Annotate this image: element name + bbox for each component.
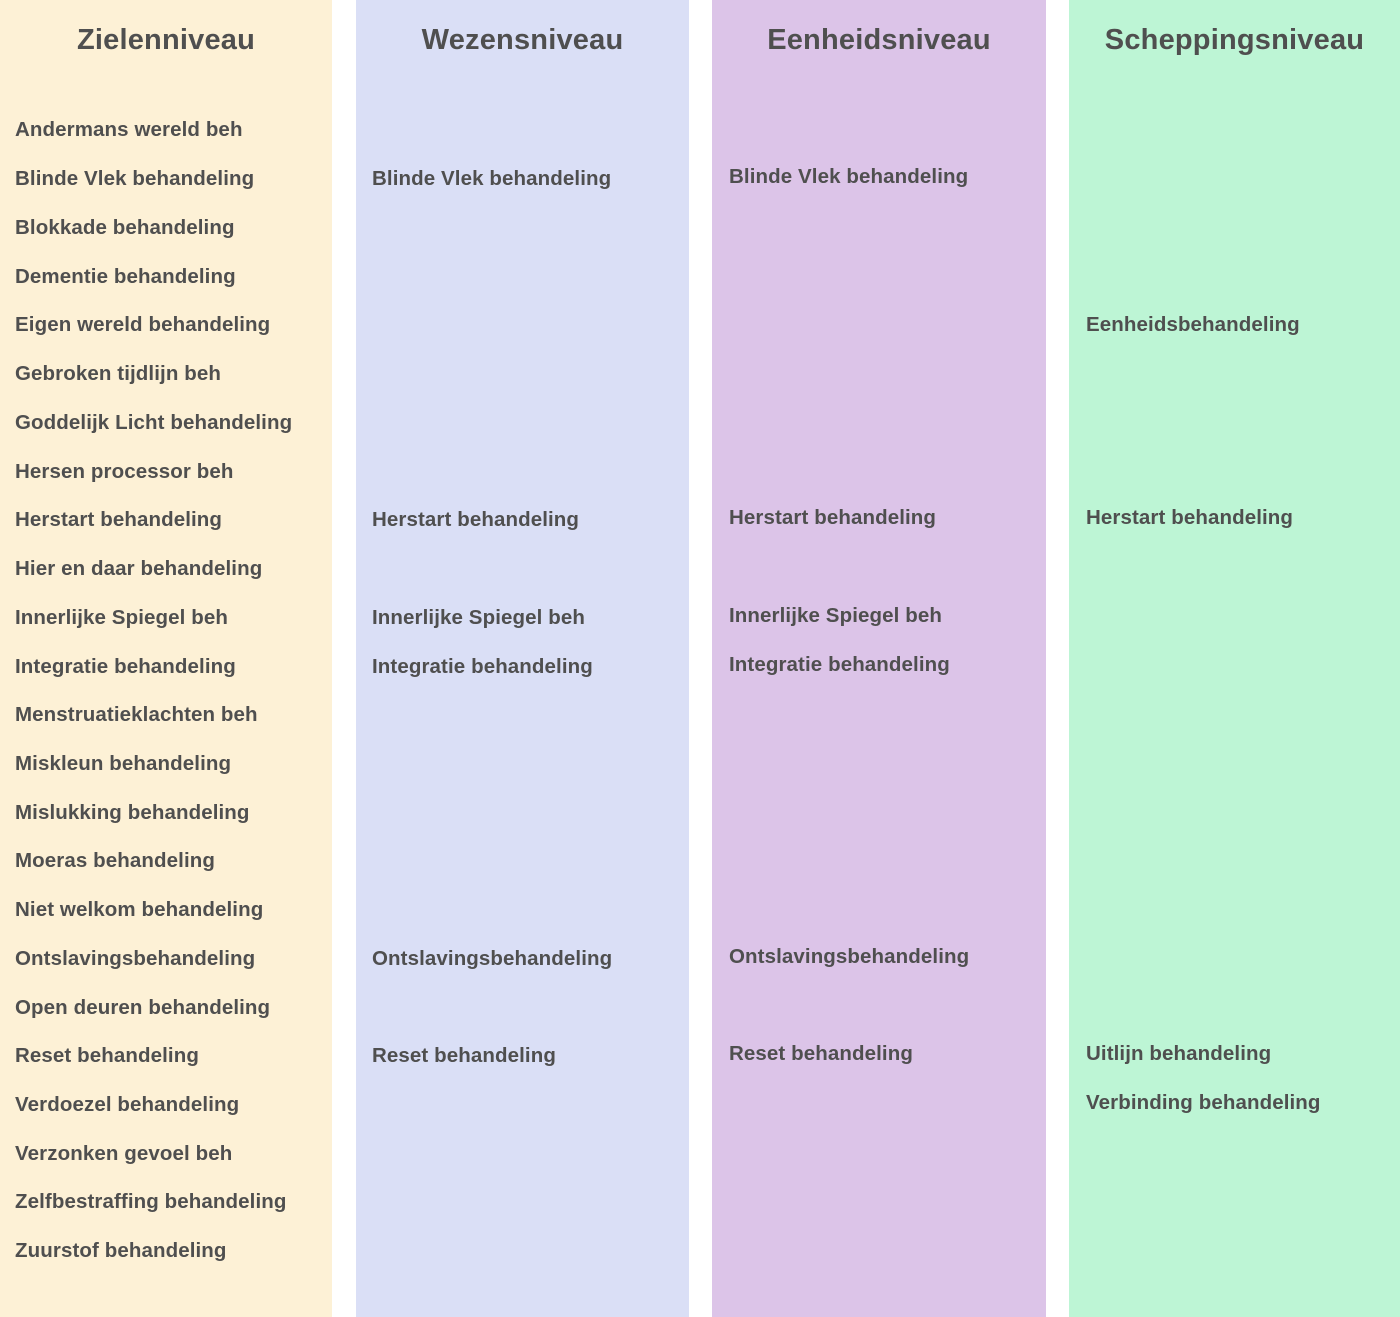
treatment-item: Miskleun behandeling <box>15 752 232 775</box>
treatment-item: Mislukking behandeling <box>15 801 250 824</box>
treatment-item: Hersen processor beh <box>15 460 234 483</box>
column-title: Eenheidsniveau <box>767 24 991 56</box>
treatment-item: Goddelijk Licht behandeling <box>15 411 293 434</box>
treatment-item: Menstruatieklachten beh <box>15 703 258 726</box>
treatment-item: Blokkade behandeling <box>15 216 235 239</box>
treatment-item: Zelfbestraffing behandeling <box>15 1190 287 1213</box>
treatment-item: Ontslavingsbehandeling <box>15 947 256 970</box>
treatment-item: Innerlijke Spiegel beh <box>372 606 585 629</box>
treatment-item: Verzonken gevoel beh <box>15 1142 233 1165</box>
treatment-item: Ontslavingsbehandeling <box>729 945 970 968</box>
treatment-item: Reset behandeling <box>729 1042 913 1065</box>
treatment-item: Hier en daar behandeling <box>15 557 263 580</box>
treatment-item: Herstart behandeling <box>729 506 937 529</box>
treatment-item: Dementie behandeling <box>15 265 236 288</box>
treatment-item: Integratie behandeling <box>372 655 593 678</box>
column-eenheidsniveau <box>712 0 1046 1317</box>
treatment-item: Niet welkom behandeling <box>15 898 264 921</box>
treatment-item: Ontslavingsbehandeling <box>372 947 613 970</box>
treatment-item: Herstart behandeling <box>15 508 223 531</box>
column-title: Zielenniveau <box>76 24 256 56</box>
treatment-item: Reset behandeling <box>15 1044 199 1067</box>
treatment-item: Innerlijke Spiegel beh <box>15 606 228 629</box>
treatment-item: Eigen wereld behandeling <box>15 313 271 336</box>
treatment-item: Blinde Vlek behandeling <box>729 165 969 188</box>
treatment-item: Gebroken tijdlijn beh <box>15 362 221 385</box>
treatment-item: Blinde Vlek behandeling <box>15 167 255 190</box>
treatment-item: Reset behandeling <box>372 1044 556 1067</box>
treatment-item: Andermans wereld beh <box>15 118 243 141</box>
column-title: Scheppingsniveau <box>1104 24 1365 56</box>
treatment-item: Innerlijke Spiegel beh <box>729 604 942 627</box>
column-scheppingsniveau <box>1069 0 1400 1317</box>
column-zielenniveau <box>0 0 332 1317</box>
treatment-item: Herstart behandeling <box>1086 506 1294 529</box>
treatment-item: Blinde Vlek behandeling <box>372 167 612 190</box>
treatment-item: Integratie behandeling <box>729 653 950 676</box>
treatment-item: Herstart behandeling <box>372 508 580 531</box>
column-title: Wezensniveau <box>421 24 624 56</box>
column-wezensniveau <box>356 0 689 1317</box>
treatment-item: Zuurstof behandeling <box>15 1239 227 1262</box>
treatment-item: Moeras behandeling <box>15 849 216 872</box>
treatment-item: Open deuren behandeling <box>15 996 271 1019</box>
treatment-item: Eenheidsbehandeling <box>1086 313 1300 336</box>
treatment-item: Integratie behandeling <box>15 655 236 678</box>
treatment-item: Verdoezel behandeling <box>15 1093 240 1116</box>
treatment-item: Verbinding behandeling <box>1086 1091 1321 1114</box>
treatment-item: Uitlijn behandeling <box>1086 1042 1272 1065</box>
